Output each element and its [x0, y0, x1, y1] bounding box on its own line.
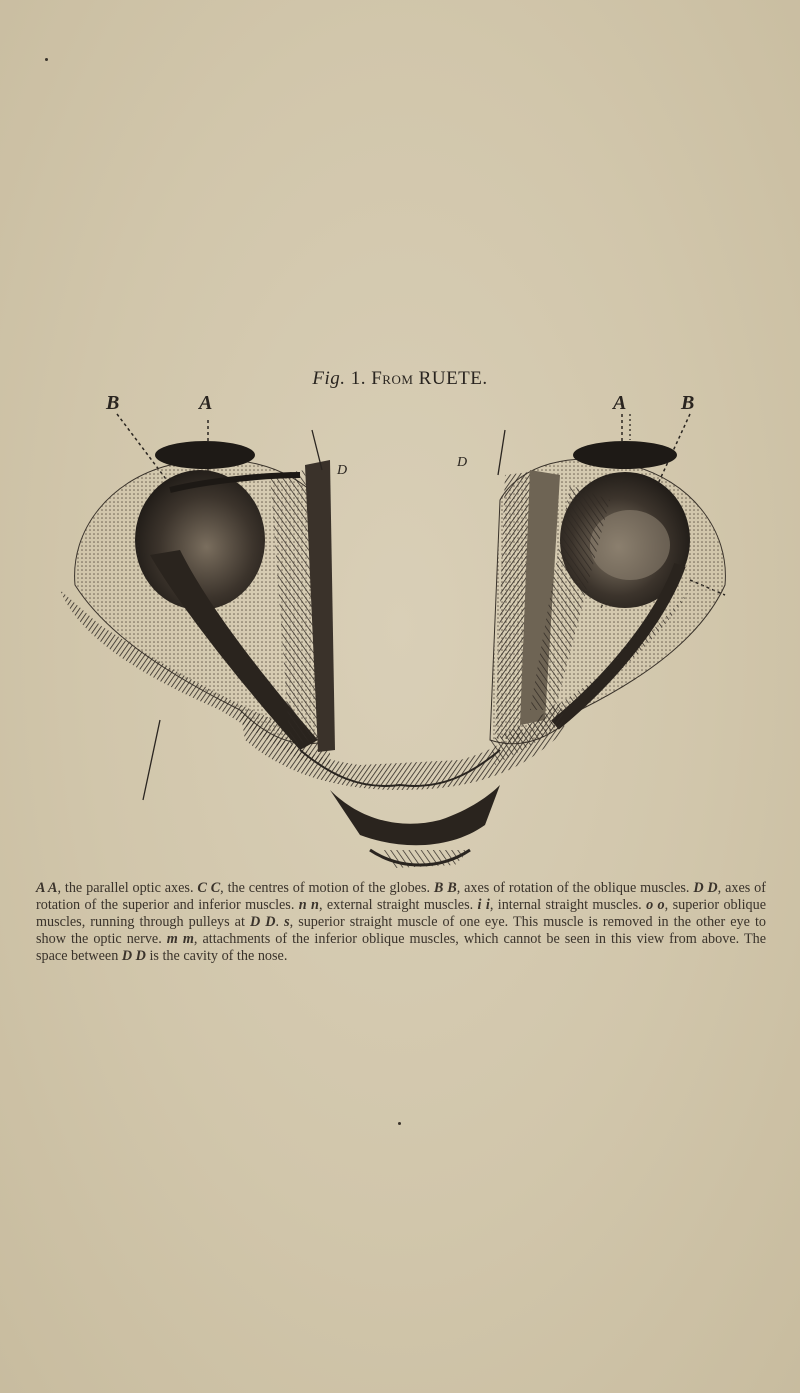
caption-letter-label: B B — [433, 880, 457, 896]
paper-speck — [45, 58, 48, 61]
caption-text: , the parallel optic axes. — [57, 880, 198, 896]
caption-text: , superior oblique muscles, running through pulleys at — [36, 897, 767, 930]
caption-letter-label: s — [284, 914, 290, 930]
figure-label: Fig. — [312, 368, 346, 389]
caption-letter-label: m m — [166, 931, 194, 947]
right-eye-assembly — [490, 441, 725, 765]
label-b-left: B — [106, 392, 120, 414]
figure-caption — [36, 880, 766, 965]
caption-text: is the cavity of the nose. — [145, 948, 288, 964]
label-d-right: D — [457, 455, 468, 470]
caption-letter-label: n n — [298, 897, 319, 913]
caption-letter-label: D D — [121, 948, 146, 964]
caption-letter-label: C C — [197, 880, 221, 896]
label-a-right: A — [613, 392, 627, 414]
caption-text: , external straight muscles. — [318, 897, 478, 913]
left-eye-assembly — [60, 441, 335, 765]
caption-text: , internal straight muscles. — [489, 897, 647, 913]
paper-speck — [398, 1122, 401, 1125]
caption-text: , attachments of the inferior oblique muscles, which cannot be seen in this view from above. The space between — [36, 931, 766, 964]
caption-letter-label: i i — [477, 897, 490, 913]
caption-text: , axes of rotation of the oblique muscles. — [456, 880, 694, 896]
caption-text: . — [275, 914, 285, 930]
caption-text: , superior straight muscle of one eye. This muscle is removed in the other eye to show the optic nerve. — [36, 914, 767, 947]
caption-text: , axes of rotation of the superior and inferior muscles. — [36, 880, 766, 913]
figure-number: 1. — [350, 368, 366, 389]
caption-text: , the centres of motion of the globes. — [220, 880, 434, 896]
caption-letter-label: D D — [249, 914, 276, 930]
caption-letter-label: D D — [693, 880, 718, 896]
label-b-right: B — [681, 392, 695, 414]
figure-from: From — [371, 368, 414, 389]
label-a-left: A — [199, 392, 213, 414]
figure-source: RUETE. — [418, 368, 488, 389]
label-d-left: D — [337, 463, 348, 478]
eye-muscles-engraving — [0, 380, 800, 880]
caption-letter-label: A A — [36, 880, 58, 896]
caption-letter-label: o o — [646, 897, 665, 913]
